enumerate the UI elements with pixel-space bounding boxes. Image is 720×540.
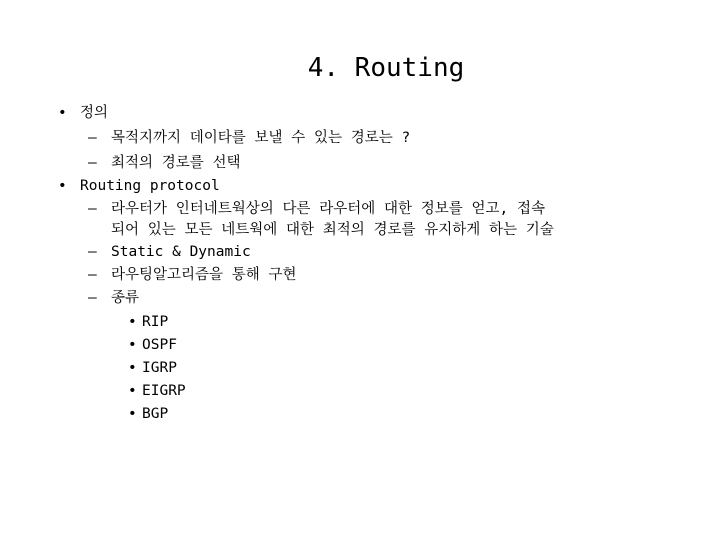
definition-label: 정의 (80, 105, 109, 121)
dash-marker: – (88, 290, 97, 306)
type-label: IGRP (142, 360, 177, 376)
definition-item-2-text: 최적의 경로를 선택 (111, 155, 241, 171)
type-label: OSPF (142, 337, 177, 353)
sub-bullet-dot: • (128, 314, 137, 330)
dash-marker: – (88, 130, 97, 146)
protocol-item-1-text-line1: 라우터가 인터네트웍상의 다른 라우터에 대한 정보를 얻고, 접속 (111, 201, 546, 217)
dash-marker: – (88, 244, 97, 260)
slide-title: 4. Routing (307, 53, 465, 83)
routing-protocol-label: Routing protocol (80, 178, 220, 194)
protocol-item-4-text: 종류 (111, 290, 140, 306)
protocol-item-3-text: 라우팅알고리즘을 통해 구현 (111, 267, 297, 283)
sub-bullet-dot: • (128, 337, 137, 353)
protocol-item-1-text-line2: 되어 있는 모든 네트웍에 대한 최적의 경로를 유지하게 하는 기술 (111, 222, 554, 238)
dash-marker: – (88, 201, 97, 217)
type-label: RIP (142, 314, 169, 330)
definition-item-1-text: 목적지까지 데이타를 보낼 수 있는 경로는 ? (111, 130, 411, 146)
bullet-dot: • (58, 105, 67, 121)
type-label: EIGRP (142, 383, 186, 399)
dash-marker: – (88, 155, 97, 171)
sub-bullet-dot: • (128, 360, 137, 376)
dash-marker: – (88, 267, 97, 283)
sub-bullet-dot: • (128, 406, 137, 422)
protocol-item-2-text: Static & Dynamic (111, 244, 251, 260)
sub-bullet-dot: • (128, 383, 137, 399)
type-label: BGP (142, 406, 169, 422)
bullet-dot: • (58, 178, 67, 194)
